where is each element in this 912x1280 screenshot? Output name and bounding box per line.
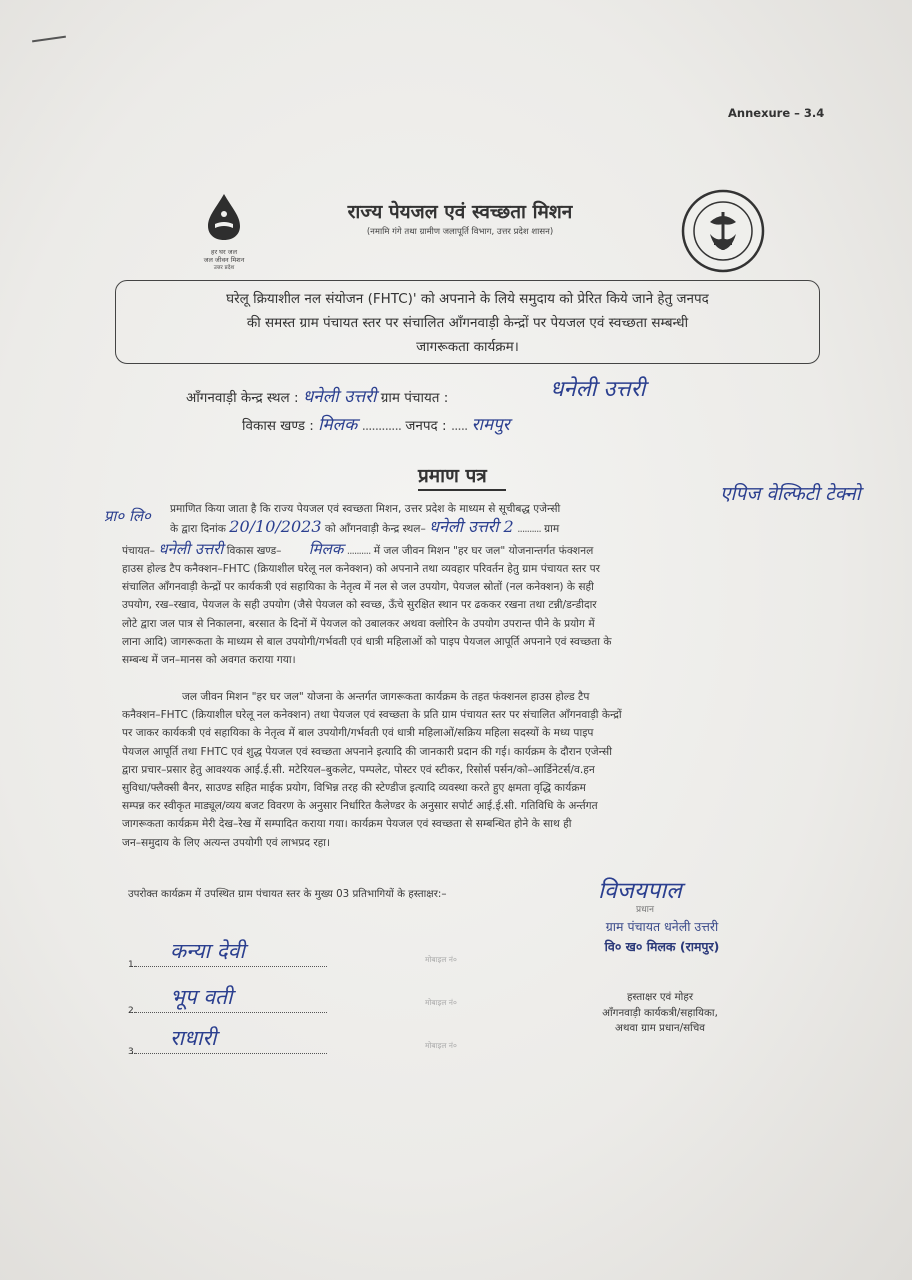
mobile-label: मोबाइल नं० bbox=[425, 1041, 457, 1050]
state-emblem-icon bbox=[680, 188, 766, 274]
mobile-label: मोबाइल नं० bbox=[425, 998, 457, 1007]
para2-line-4: पेयजल आपूर्ति तथा FHTC एवं शुद्ध पेयजल एवं स्वच्छता अपनाने इत्यादि की जानकारी प्रदान की गई। कार्यक्रम के दौरान एजेन्सी bbox=[122, 745, 612, 758]
up-government-emblem bbox=[680, 188, 766, 274]
para1-line-9: सम्बन्ध में जन–मानस को अवगत कराया गया। bbox=[122, 654, 296, 667]
pvt-ltd-handwritten: प्रा० लि० bbox=[104, 507, 151, 525]
signature-number: 1. bbox=[128, 960, 137, 970]
banner-line-2: की समस्त ग्राम पंचायत स्तर पर संचालित आँगनवाड़ी केन्द्रों पर पेयजल एवं स्वच्छता सम्बन्धी bbox=[246, 315, 689, 331]
block-dots: ............ bbox=[361, 418, 402, 434]
para2-line-8: जागरूकता कार्यक्रम मेरी देख–रेख में सम्पादित कराया गया। कार्यक्रम पेयजल एवं स्वच्छता से सम्बन्धित होने के साथ ही bbox=[122, 818, 572, 831]
signatories-intro: उपरोक्त कार्यक्रम में उपस्थित ग्राम पंचायत स्तर के मुख्य 03 प्रतिभागियों के हस्ताक्षर:– bbox=[128, 888, 447, 900]
logo-caption-2: जल जीवन मिशन bbox=[203, 256, 245, 264]
program-gp: धनेली उत्तरी bbox=[158, 540, 224, 558]
program-place: धनेली उत्तरी 2 bbox=[429, 517, 514, 536]
district-dots: ..... bbox=[450, 418, 468, 434]
signature-line-3 bbox=[128, 1025, 327, 1057]
para1-block-label: विकास खण्ड– bbox=[226, 545, 282, 557]
para1-line-5: संचालित आँगनवाड़ी केन्द्रों पर कार्यकत्री एवं सहायिका के नेतृत्व में नल से जल उपयोग, पेयजल स्रोतों (नल कनेक्शन) के सही bbox=[122, 581, 594, 594]
annexure-label: Annexure – 3.4 bbox=[728, 106, 825, 120]
water-drop-icon bbox=[188, 190, 260, 242]
banner-line-1: घरेलू क्रियाशील नल संयोजन (FHTC)' को अपनाने के लिये समुदाय को प्रेरित किये जाने हेतु जनपद bbox=[226, 291, 709, 307]
seal-caption bbox=[560, 990, 760, 1037]
participant-signature: कन्या देवी bbox=[170, 939, 245, 963]
mission-title: राज्य पेयजल एवं स्वच्छता मिशन bbox=[347, 201, 573, 223]
signature-line-1 bbox=[128, 938, 327, 970]
para2-line-7: सम्पन्न कर स्वीकृत माड्यूल/व्यय बजट विवरण के अनुसार निर्धारित कैलेण्डर के अनुसार सपोर्ट आई.ई.सी. गतिविधि के अर्न्तगत bbox=[122, 800, 598, 813]
para1-line-4: हाउस होल्ड टैप कनैक्शन–FHTC (क्रियाशील घरेलू नल कनेक्शन) को अपनाने तथा व्यवहार परिवर्तन हेतु ग्राम पंचायत स्तर पर bbox=[122, 563, 600, 575]
para1-body bbox=[122, 560, 802, 669]
block-value: मिलक bbox=[318, 415, 358, 435]
block-dots-2: .......... bbox=[346, 545, 371, 557]
anganwadi-label: आँगनवाड़ी केन्द्र स्थल : bbox=[186, 390, 299, 406]
para1-line-7: लोटे द्वारा जल पात्र से निकालना, बरसात के दिनों में पेयजल को उबालकर अथवा क्लोरिन के उपयोग उपरान्त पीने के प्रयोग में bbox=[122, 617, 595, 630]
para2-line-6: सुविधा/फ्लैक्सी बैनर, साउण्ड सहित माईक प्रयोग, विभिन्न तरह की स्टेण्डीज इत्यादि व्यवस्था करते हुए क्षमता वृद्धि कार्यक्रम bbox=[122, 782, 586, 795]
para2-line-3: पर जाकर कार्यकत्री एवं सहायिका के नेतृत्व में बाल उपयोगी/गर्भवती एवं धात्री महिलाओं/सक्रिय महिला सदस्यों के मध्य पाइप bbox=[122, 727, 594, 740]
program-banner bbox=[115, 280, 820, 364]
para1-date-label: के द्वारा दिनांक bbox=[170, 523, 226, 535]
signature-number: 3. bbox=[128, 1047, 137, 1057]
place-dots: .......... bbox=[517, 523, 541, 535]
logo-caption-3: उत्तर प्रदेश bbox=[213, 265, 235, 271]
anganwadi-value: धनेली उत्तरी bbox=[302, 387, 377, 407]
seal-caption-line-3: अथवा ग्राम प्रधान/सचिव bbox=[615, 1022, 705, 1034]
district-value: रामपुर bbox=[471, 415, 510, 435]
pradhan-tag: प्रधान bbox=[636, 905, 654, 915]
block-label: विकास खण्ड : bbox=[242, 418, 314, 434]
mission-subtitle: (नमामि गंगे तथा ग्रामीण जलापूर्ति विभाग, उत्तर प्रदेश शासन) bbox=[366, 227, 554, 237]
banner-line-3: जागरूकता कार्यक्रम। bbox=[416, 339, 519, 355]
seal-caption-line-1: हस्ताक्षर एवं मोहर bbox=[626, 991, 694, 1003]
pradhan-stamp-line-2: वि० ख० मिलक (रामपुर) bbox=[604, 939, 720, 954]
certificate-title: प्रमाण पत्र bbox=[418, 465, 487, 487]
participant-signature: भूप वती bbox=[170, 985, 233, 1009]
program-block: मिलक bbox=[308, 540, 344, 558]
para1-panchayat-label: पंचायत– bbox=[122, 545, 155, 557]
para2-line-9: जन–समुदाय के लिए अत्यन्त उपयोगी एवं लाभप्रद रहा। bbox=[122, 836, 331, 849]
para1-line-1: प्रमाणित किया जाता है कि राज्य पेयजल एवं स्वच्छता मिशन, उत्तर प्रदेश के माध्यम से सूचीबद्ध एजेन्सी bbox=[170, 503, 561, 515]
agency-handwritten: एपिज वेल्फिटी टेक्नो bbox=[720, 483, 861, 505]
para1-line-2 bbox=[170, 518, 810, 538]
anganwadi-row bbox=[186, 384, 448, 407]
jal-jeevan-mission-logo bbox=[188, 190, 260, 270]
gram-panchayat-value: धनेली उत्तरी bbox=[550, 377, 646, 402]
para2-line-2: कनैक्शन–FHTC (क्रियाशील घरेलू नल कनेक्शन) तथा पेयजल एवं स्वच्छता के प्रति ग्राम पंचायत स्तर पर संचालित आँगनवाड़ी केन्द्रों bbox=[122, 709, 622, 722]
para2-line-1: जल जीवन मिशन "हर घर जल" योजना के अन्तर्गत जागरूकता कार्यक्रम के तहत फंक्शनल हाउस होल्ड टैप bbox=[182, 691, 590, 703]
pradhan-signature: विजयपाल bbox=[598, 878, 682, 904]
pen-mark bbox=[32, 36, 66, 43]
seal-caption-line-2: आँगनवाड़ी कार्यकत्री/सहायिका, bbox=[602, 1006, 718, 1019]
certificate-title-underline bbox=[418, 489, 506, 491]
para1-gram-label: ग्राम bbox=[544, 523, 560, 535]
signature-number: 2. bbox=[128, 1006, 137, 1016]
block-row bbox=[242, 412, 510, 435]
para1-line-8: लाना आदि) जागरूकता के माध्यम से बाल उपयोगी/गर्भवती एवं धात्री महिलाओं को पाइप पेयजल आपूर्ति अपनाने एवं स्वच्छता के bbox=[122, 635, 612, 648]
district-label: जनपद : bbox=[405, 418, 447, 434]
para1-line-6: उपयोग, रख–रखाव, पेयजल के सही उपयोग (जैसे पेयजल को स्वच्छ, ऊँचे सुरक्षित स्थान पर ढककर रखना तथा टन्नी/डन्डीदार bbox=[122, 599, 597, 612]
program-date: 20/10/2023 bbox=[229, 517, 322, 536]
para1-place-label: को आँगनवाड़ी केन्द्र स्थल– bbox=[324, 523, 426, 535]
participant-signature: राधारी bbox=[170, 1026, 217, 1050]
para1-line-3 bbox=[122, 540, 802, 560]
pradhan-stamp-line-1: ग्राम पंचायत धनेली उत्तरी bbox=[605, 919, 719, 934]
signature-line-2 bbox=[128, 984, 327, 1016]
gram-panchayat-label: ग्राम पंचायत : bbox=[380, 390, 449, 406]
mobile-label: मोबाइल नं० bbox=[425, 955, 457, 964]
para2-line-5: द्वारा प्रचार–प्रसार हेतु आवश्यक आई.ई.सी. मटेरियल–बुकलेट, पम्पलेट, पोस्टर एवं स्टीकर, रिसोर्स पर्सन/को–आर्डिनेटर्स/व.हन bbox=[122, 763, 595, 776]
para2-body bbox=[122, 688, 802, 852]
para1-tail: में जल जीवन मिशन "हर घर जल" योजनान्तर्गत फंक्शनल bbox=[373, 545, 594, 557]
logo-caption-1: हर घर जल bbox=[211, 248, 237, 256]
